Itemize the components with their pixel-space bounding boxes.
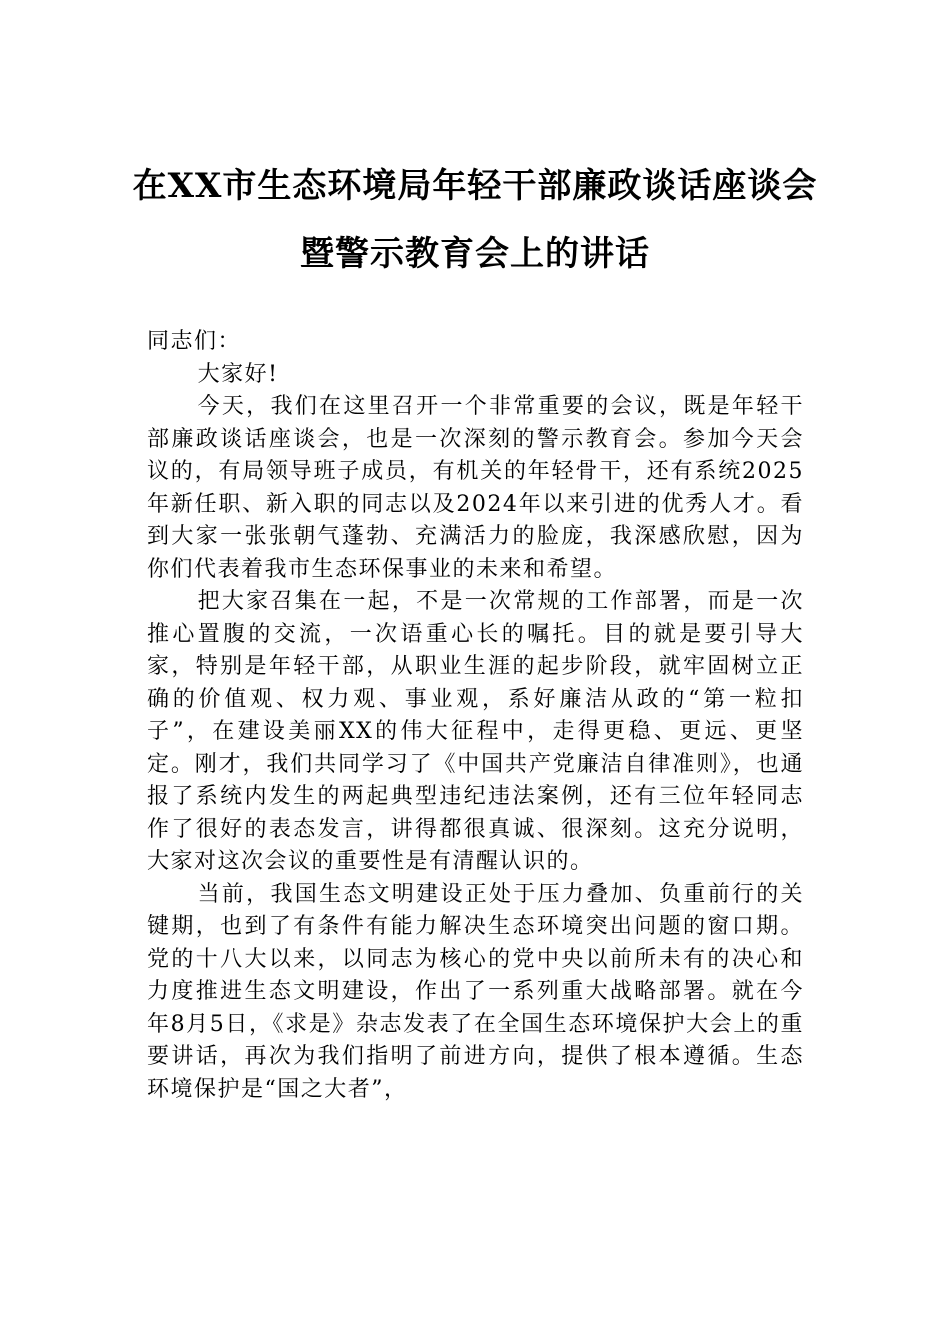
paragraph-opening: 今天，我们在这里召开一个非常重要的会议，既是年轻干部廉政谈话座谈会，也是一次深刻的警示教育会。参加今天会议的，有局领导班子成员，有机关的年轻骨干，还有系统2025年新任职、新入职的同志以及2024年以来引进的优秀人才。看到大家一张张朝气蓬勃、充满活力的脸庞，我深感欣慰，因为你们代表着我市生态环保事业的未来和希望。 <box>147 394 804 582</box>
document-title: 在XX市生态环境局年轻干部廉政谈话座谈会暨警示教育会上的讲话 <box>132 166 818 274</box>
document-body <box>147 326 804 1106</box>
paragraph-context: 当前，我国生态文明建设正处于压力叠加、负重前行的关键期，也到了有条件有能力解决生态环境突出问题的窗口期。党的十八大以来，以同志为核心的党中央以前所未有的决心和力度推进生态文明建设，作出了一系列重大战略部署。就在今年8月5日，《求是》杂志发表了在全国生态环境保护大会上的重要讲话，再次为我们指明了前进方向，提供了根本遵循。生态环境保护是“国之大者”， <box>147 881 804 1102</box>
paragraph-purpose: 把大家召集在一起，不是一次常规的工作部署，而是一次推心置腹的交流，一次语重心长的嘱托。目的就是要引导大家，特别是年轻干部，从职业生涯的起步阶段，就牢固树立正确的价值观、权力观、事业观，系好廉洁从政的“第一粒扣子”，在建设美丽XX的伟大征程中，走得更稳、更远、更坚定。刚才，我们共同学习了《中国共产党廉洁自律准则》，也通报了系统内发生的两起典型违纪违法案例，还有三位年轻同志作了很好的表态发言，讲得都很真诚、很深刻。这充分说明，大家对这次会议的重要性是有清醒认识的。 <box>147 589 804 874</box>
salutation: 同志们： <box>147 329 242 354</box>
paragraph-greeting: 大家好! <box>197 361 279 387</box>
